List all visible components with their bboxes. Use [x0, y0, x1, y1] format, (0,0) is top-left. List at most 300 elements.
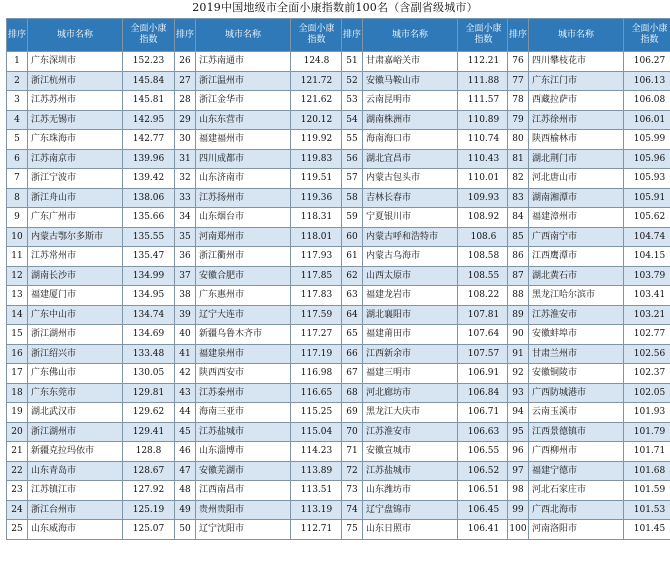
table-row	[508, 71, 670, 91]
header-index: 全面小康指数	[458, 19, 510, 52]
table-row	[508, 286, 670, 306]
index-cell: 110.74	[458, 130, 510, 150]
rank-cell: 26	[175, 52, 196, 72]
table-row	[7, 286, 175, 306]
rank-cell: 11	[7, 247, 28, 267]
table-row	[7, 481, 175, 501]
city-cell: 河北廊坊市	[363, 383, 458, 403]
city-cell: 广东广州市	[28, 208, 123, 228]
table-row	[508, 481, 670, 501]
city-cell: 甘肃嘉峪关市	[363, 52, 458, 72]
index-cell: 108.92	[458, 208, 510, 228]
rank-cell: 86	[508, 247, 529, 267]
city-cell: 内蒙古鄂尔多斯市	[28, 227, 123, 247]
table-row	[508, 188, 670, 208]
rank-cell: 44	[175, 403, 196, 423]
city-cell: 辽宁沈阳市	[196, 520, 291, 540]
rank-cell: 52	[342, 71, 363, 91]
index-cell: 106.52	[458, 461, 510, 481]
city-cell: 山东威海市	[28, 520, 123, 540]
rank-cell: 66	[342, 344, 363, 364]
rank-cell: 27	[175, 71, 196, 91]
city-cell: 山东潍坊市	[363, 481, 458, 501]
table-row	[7, 169, 175, 189]
table-row	[7, 208, 175, 228]
city-cell: 河北唐山市	[529, 169, 624, 189]
index-cell: 108.55	[458, 266, 510, 286]
rank-cell: 89	[508, 305, 529, 325]
index-cell: 101.93	[624, 403, 670, 423]
index-cell: 130.05	[123, 364, 175, 384]
table-row	[508, 461, 670, 481]
city-cell: 福建厦门市	[28, 286, 123, 306]
index-cell: 134.95	[123, 286, 175, 306]
table-row	[175, 208, 343, 228]
table-row	[342, 130, 510, 150]
index-cell: 135.55	[123, 227, 175, 247]
index-cell: 152.23	[123, 52, 175, 72]
table-row	[342, 91, 510, 111]
rank-cell: 85	[508, 227, 529, 247]
rank-cell: 35	[175, 227, 196, 247]
table-row	[508, 52, 670, 72]
rank-cell: 34	[175, 208, 196, 228]
index-cell: 139.42	[123, 169, 175, 189]
index-cell: 133.48	[123, 344, 175, 364]
rank-cell: 5	[7, 130, 28, 150]
rank-cell: 82	[508, 169, 529, 189]
index-cell: 105.96	[624, 149, 670, 169]
city-cell: 安徽铜陵市	[529, 364, 624, 384]
table-row	[175, 286, 343, 306]
index-cell: 101.79	[624, 422, 670, 442]
header-row	[175, 19, 343, 52]
city-cell: 江苏镇江市	[28, 481, 123, 501]
rank-cell: 10	[7, 227, 28, 247]
table-row	[342, 71, 510, 91]
city-cell: 广东东莞市	[28, 383, 123, 403]
city-cell: 安徽马鞍山市	[363, 71, 458, 91]
table-row	[508, 266, 670, 286]
rank-cell: 33	[175, 188, 196, 208]
city-cell: 湖北宜昌市	[363, 149, 458, 169]
city-cell: 西藏拉萨市	[529, 91, 624, 111]
index-cell: 102.77	[624, 325, 670, 345]
table-row	[342, 364, 510, 384]
table-row	[7, 500, 175, 520]
ranking-table-3	[341, 18, 510, 540]
city-cell: 福建宁德市	[529, 461, 624, 481]
table-row	[7, 130, 175, 150]
city-cell: 陕西榆林市	[529, 130, 624, 150]
rank-cell: 56	[342, 149, 363, 169]
index-cell: 103.41	[624, 286, 670, 306]
city-cell: 广西防城港市	[529, 383, 624, 403]
index-cell: 119.83	[291, 149, 343, 169]
city-cell: 浙江金华市	[196, 91, 291, 111]
index-cell: 105.93	[624, 169, 670, 189]
table-row	[175, 227, 343, 247]
ranking-table-4	[507, 18, 670, 540]
rank-cell: 42	[175, 364, 196, 384]
rank-cell: 54	[342, 110, 363, 130]
city-cell: 新疆乌鲁木齐市	[196, 325, 291, 345]
rank-cell: 28	[175, 91, 196, 111]
rank-cell: 48	[175, 481, 196, 501]
index-cell: 113.51	[291, 481, 343, 501]
city-cell: 广西北海市	[529, 500, 624, 520]
city-cell: 湖南株洲市	[363, 110, 458, 130]
table-row	[7, 305, 175, 325]
index-cell: 117.27	[291, 325, 343, 345]
index-cell: 106.41	[458, 520, 510, 540]
index-cell: 142.77	[123, 130, 175, 150]
header-city: 城市名称	[363, 19, 458, 52]
index-cell: 128.67	[123, 461, 175, 481]
table-row	[7, 422, 175, 442]
index-cell: 104.15	[624, 247, 670, 267]
city-cell: 甘肃兰州市	[529, 344, 624, 364]
city-cell: 福建龙岩市	[363, 286, 458, 306]
index-cell: 106.84	[458, 383, 510, 403]
city-cell: 江西新余市	[363, 344, 458, 364]
index-cell: 113.19	[291, 500, 343, 520]
table-row	[342, 286, 510, 306]
index-cell: 115.04	[291, 422, 343, 442]
city-cell: 辽宁大连市	[196, 305, 291, 325]
index-cell: 134.74	[123, 305, 175, 325]
table-row	[342, 52, 510, 72]
index-cell: 121.72	[291, 71, 343, 91]
index-cell: 117.83	[291, 286, 343, 306]
header-rank: 排序	[7, 19, 28, 52]
index-cell: 134.69	[123, 325, 175, 345]
city-cell: 海南海口市	[363, 130, 458, 150]
rank-cell: 17	[7, 364, 28, 384]
rank-cell: 94	[508, 403, 529, 423]
index-cell: 101.59	[624, 481, 670, 501]
table-row	[175, 481, 343, 501]
city-cell: 福建莆田市	[363, 325, 458, 345]
table-row	[7, 227, 175, 247]
ranking-table-2	[174, 18, 343, 540]
table-row	[7, 188, 175, 208]
index-cell: 119.92	[291, 130, 343, 150]
index-cell: 109.93	[458, 188, 510, 208]
index-cell: 111.57	[458, 91, 510, 111]
city-cell: 福建泉州市	[196, 344, 291, 364]
table-row	[175, 91, 343, 111]
rank-cell: 51	[342, 52, 363, 72]
table-row	[7, 247, 175, 267]
rank-cell: 19	[7, 403, 28, 423]
index-cell: 138.06	[123, 188, 175, 208]
rank-cell: 8	[7, 188, 28, 208]
index-cell: 119.51	[291, 169, 343, 189]
city-cell: 内蒙古呼和浩特市	[363, 227, 458, 247]
table-row	[342, 403, 510, 423]
city-cell: 黑龙江哈尔滨市	[529, 286, 624, 306]
city-cell: 广西南宁市	[529, 227, 624, 247]
header-city: 城市名称	[28, 19, 123, 52]
city-cell: 浙江杭州市	[28, 71, 123, 91]
index-cell: 127.92	[123, 481, 175, 501]
table-row	[7, 52, 175, 72]
city-cell: 海南三亚市	[196, 403, 291, 423]
rank-cell: 18	[7, 383, 28, 403]
rank-cell: 60	[342, 227, 363, 247]
rank-cell: 61	[342, 247, 363, 267]
rank-cell: 75	[342, 520, 363, 540]
index-cell: 106.27	[624, 52, 670, 72]
index-cell: 111.88	[458, 71, 510, 91]
table-row	[342, 110, 510, 130]
rank-cell: 43	[175, 383, 196, 403]
rank-cell: 45	[175, 422, 196, 442]
rank-cell: 49	[175, 500, 196, 520]
rank-cell: 2	[7, 71, 28, 91]
table-row	[7, 364, 175, 384]
city-cell: 湖北荆门市	[529, 149, 624, 169]
table-row	[342, 520, 510, 540]
index-cell: 105.91	[624, 188, 670, 208]
rank-cell: 57	[342, 169, 363, 189]
table-row	[342, 344, 510, 364]
index-cell: 118.31	[291, 208, 343, 228]
rank-cell: 81	[508, 149, 529, 169]
city-cell: 山西太原市	[363, 266, 458, 286]
city-cell: 江苏徐州市	[529, 110, 624, 130]
rank-cell: 63	[342, 286, 363, 306]
rank-cell: 41	[175, 344, 196, 364]
rank-cell: 59	[342, 208, 363, 228]
index-cell: 106.01	[624, 110, 670, 130]
rank-cell: 4	[7, 110, 28, 130]
city-cell: 山东青岛市	[28, 461, 123, 481]
index-cell: 104.74	[624, 227, 670, 247]
table-row	[175, 403, 343, 423]
city-cell: 山东日照市	[363, 520, 458, 540]
index-cell: 139.96	[123, 149, 175, 169]
index-cell: 110.01	[458, 169, 510, 189]
table-row	[508, 500, 670, 520]
index-cell: 108.58	[458, 247, 510, 267]
city-cell: 湖南长沙市	[28, 266, 123, 286]
city-cell: 安徽合肥市	[196, 266, 291, 286]
city-cell: 江苏盐城市	[363, 461, 458, 481]
rank-cell: 30	[175, 130, 196, 150]
rank-cell: 84	[508, 208, 529, 228]
rank-cell: 93	[508, 383, 529, 403]
table-row	[175, 364, 343, 384]
city-cell: 贵州贵阳市	[196, 500, 291, 520]
city-cell: 广东深圳市	[28, 52, 123, 72]
index-cell: 103.21	[624, 305, 670, 325]
rank-cell: 20	[7, 422, 28, 442]
header-row	[7, 19, 175, 52]
rank-cell: 76	[508, 52, 529, 72]
index-cell: 102.05	[624, 383, 670, 403]
rank-cell: 71	[342, 442, 363, 462]
city-cell: 江苏扬州市	[196, 188, 291, 208]
table-row	[508, 169, 670, 189]
rank-cell: 62	[342, 266, 363, 286]
table-row	[342, 442, 510, 462]
rank-cell: 46	[175, 442, 196, 462]
rank-cell: 65	[342, 325, 363, 345]
city-cell: 福建漳州市	[529, 208, 624, 228]
table-row	[7, 520, 175, 540]
city-cell: 广东佛山市	[28, 364, 123, 384]
rank-cell: 1	[7, 52, 28, 72]
table-row	[175, 71, 343, 91]
rank-cell: 79	[508, 110, 529, 130]
table-row	[175, 266, 343, 286]
table-row	[7, 442, 175, 462]
table-row	[175, 188, 343, 208]
rank-cell: 77	[508, 71, 529, 91]
rank-cell: 29	[175, 110, 196, 130]
index-cell: 102.56	[624, 344, 670, 364]
table-row	[508, 442, 670, 462]
table-row	[175, 169, 343, 189]
rank-cell: 64	[342, 305, 363, 325]
city-cell: 四川成都市	[196, 149, 291, 169]
city-cell: 云南昆明市	[363, 91, 458, 111]
table-row	[508, 91, 670, 111]
table-row	[342, 266, 510, 286]
index-cell: 115.25	[291, 403, 343, 423]
table-row	[508, 325, 670, 345]
index-cell: 142.95	[123, 110, 175, 130]
index-cell: 114.23	[291, 442, 343, 462]
table-row	[508, 520, 670, 540]
header-rank: 排序	[342, 19, 363, 52]
rank-cell: 72	[342, 461, 363, 481]
city-cell: 浙江湖州市	[28, 422, 123, 442]
rank-cell: 69	[342, 403, 363, 423]
city-cell: 江苏盐城市	[196, 422, 291, 442]
index-cell: 129.81	[123, 383, 175, 403]
table-row	[342, 208, 510, 228]
table-row	[175, 520, 343, 540]
index-cell: 117.19	[291, 344, 343, 364]
page-title: 2019中国地级市全面小康指数前100名（含副省级城市）	[192, 1, 478, 14]
city-cell: 浙江湖州市	[28, 325, 123, 345]
index-cell: 116.98	[291, 364, 343, 384]
table-row	[508, 130, 670, 150]
city-cell: 河南洛阳市	[529, 520, 624, 540]
rank-cell: 13	[7, 286, 28, 306]
city-cell: 浙江温州市	[196, 71, 291, 91]
rank-cell: 55	[342, 130, 363, 150]
rank-cell: 14	[7, 305, 28, 325]
city-cell: 江苏苏州市	[28, 91, 123, 111]
index-cell: 112.71	[291, 520, 343, 540]
table-row	[7, 71, 175, 91]
header-index: 全面小康指数	[291, 19, 343, 52]
rank-cell: 92	[508, 364, 529, 384]
table-row	[342, 461, 510, 481]
rank-cell: 78	[508, 91, 529, 111]
rank-cell: 68	[342, 383, 363, 403]
table-row	[508, 208, 670, 228]
table-row	[175, 52, 343, 72]
index-cell: 106.91	[458, 364, 510, 384]
index-cell: 107.64	[458, 325, 510, 345]
city-cell: 安徽宣城市	[363, 442, 458, 462]
city-cell: 山东烟台市	[196, 208, 291, 228]
city-cell: 湖北襄阳市	[363, 305, 458, 325]
index-cell: 106.63	[458, 422, 510, 442]
index-cell: 101.68	[624, 461, 670, 481]
city-cell: 江苏淮安市	[363, 422, 458, 442]
index-cell: 129.62	[123, 403, 175, 423]
table-row	[7, 110, 175, 130]
rank-cell: 88	[508, 286, 529, 306]
index-cell: 106.51	[458, 481, 510, 501]
rank-cell: 97	[508, 461, 529, 481]
city-cell: 广东珠海市	[28, 130, 123, 150]
rank-cell: 38	[175, 286, 196, 306]
index-cell: 110.89	[458, 110, 510, 130]
rank-cell: 58	[342, 188, 363, 208]
city-cell: 江苏淮安市	[529, 305, 624, 325]
rank-cell: 22	[7, 461, 28, 481]
rank-cell: 96	[508, 442, 529, 462]
table-row	[175, 247, 343, 267]
rank-cell: 100	[508, 520, 529, 540]
city-cell: 云南玉溪市	[529, 403, 624, 423]
index-cell: 106.55	[458, 442, 510, 462]
city-cell: 山东济南市	[196, 169, 291, 189]
table-row	[175, 305, 343, 325]
city-cell: 广东惠州市	[196, 286, 291, 306]
city-cell: 内蒙古包头市	[363, 169, 458, 189]
index-cell: 107.57	[458, 344, 510, 364]
index-cell: 129.41	[123, 422, 175, 442]
index-cell: 128.8	[123, 442, 175, 462]
ranking-grid	[6, 18, 666, 563]
rank-cell: 15	[7, 325, 28, 345]
rank-cell: 50	[175, 520, 196, 540]
rank-cell: 70	[342, 422, 363, 442]
city-cell: 辽宁盘锦市	[363, 500, 458, 520]
city-cell: 河北石家庄市	[529, 481, 624, 501]
index-cell: 108.6	[458, 227, 510, 247]
header-city: 城市名称	[196, 19, 291, 52]
header-row	[508, 19, 670, 52]
index-cell: 135.47	[123, 247, 175, 267]
table-row	[175, 149, 343, 169]
rank-cell: 36	[175, 247, 196, 267]
city-cell: 福建三明市	[363, 364, 458, 384]
city-cell: 福建福州市	[196, 130, 291, 150]
table-row	[175, 442, 343, 462]
city-cell: 浙江舟山市	[28, 188, 123, 208]
city-cell: 江西景德镇市	[529, 422, 624, 442]
rank-cell: 23	[7, 481, 28, 501]
index-cell: 145.84	[123, 71, 175, 91]
table-row	[175, 422, 343, 442]
city-cell: 湖北武汉市	[28, 403, 123, 423]
city-cell: 浙江衢州市	[196, 247, 291, 267]
city-cell: 安徽蚌埠市	[529, 325, 624, 345]
rank-cell: 31	[175, 149, 196, 169]
index-cell: 107.81	[458, 305, 510, 325]
city-cell: 山东东营市	[196, 110, 291, 130]
city-cell: 吉林长春市	[363, 188, 458, 208]
